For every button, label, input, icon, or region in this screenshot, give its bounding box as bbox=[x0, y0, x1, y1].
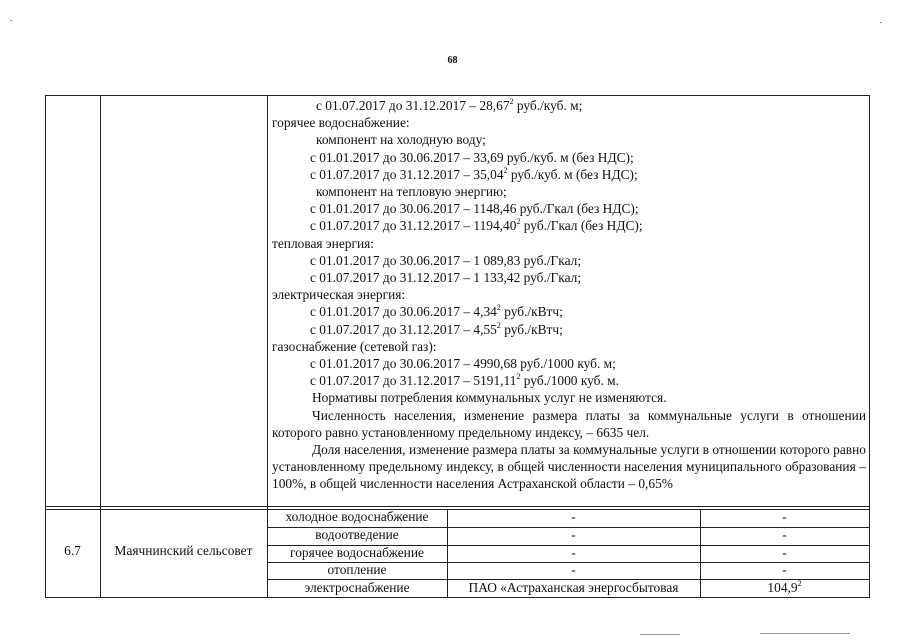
footnote-mark: 2 bbox=[503, 165, 508, 175]
tariff-line: с 01.01.2017 до 30.06.2017 – 4,34$^2$ руб./кВтч; bbox=[310, 303, 563, 320]
service-index: - bbox=[782, 527, 787, 542]
tariff-line: газоснабжение (сетевой газ): bbox=[272, 338, 437, 354]
tariff-line: компонент на тепловую энергию; bbox=[316, 184, 507, 200]
footnote-mark: 2 bbox=[496, 320, 501, 330]
index-value: 104,9 bbox=[767, 580, 798, 595]
footnote-mark: 2 bbox=[496, 303, 501, 313]
index-footnote-mark: 2 bbox=[797, 579, 802, 588]
service-name: электроснабжение bbox=[304, 580, 410, 595]
service-name: горячее водоснабжение bbox=[290, 545, 424, 560]
tariff-line: тепловая энергия: bbox=[272, 235, 375, 251]
footnote-mark: 2 bbox=[516, 372, 521, 382]
service-name: отопление bbox=[327, 562, 387, 577]
service-provider: - bbox=[571, 509, 576, 524]
scan-artifact bbox=[10, 20, 12, 21]
tariff-line: с 01.07.2017 до 31.12.2017 – 28,67$^2$ руб./куб. м; bbox=[316, 97, 583, 113]
scan-artifact bbox=[880, 22, 882, 23]
tariff-line: с 01.07.2017 до 31.12.2017 – 4,55$^2$ руб./кВтч; bbox=[310, 320, 563, 337]
service-index: - bbox=[782, 562, 787, 577]
tariff-line: с 01.07.2017 до 31.12.2017 – 35,04$^2$ руб./куб. м (без НДС); bbox=[310, 165, 638, 182]
row-number: 6.7 bbox=[64, 543, 81, 558]
footnote-mark: 2 bbox=[516, 217, 521, 227]
scan-artifact bbox=[760, 633, 850, 634]
footnote-mark: 2 bbox=[509, 97, 514, 106]
service-provider: - bbox=[571, 562, 576, 577]
table-border-left bbox=[45, 95, 46, 598]
tariff-line: с 01.01.2017 до 30.06.2017 – 1148,46 руб./Гкал (без НДС); bbox=[310, 201, 639, 217]
tariff-line: с 01.07.2017 до 31.12.2017 – 1194,40$^2$ руб./Гкал (без НДС); bbox=[310, 217, 643, 234]
service-index bbox=[700, 579, 869, 597]
paragraph-population-count: Численность населения, изменение размера платы за коммунальные услуги в отношении которого равно установленному предельному индексу, – 6635 чел. bbox=[272, 407, 866, 440]
table-border-right bbox=[869, 95, 870, 598]
tariff-line: с 01.07.2017 до 31.12.2017 – 5191,11$^2$ руб./1000 куб. м. bbox=[310, 372, 619, 389]
row-divider bbox=[45, 506, 870, 507]
tariff-line: с 01.01.2017 до 30.06.2017 – 1 089,83 руб./Гкал; bbox=[310, 252, 582, 268]
paragraph-population-share: Доля населения, изменение размера платы за коммунальные услуги в отношении которого равно установленному предельному индексу, в общей численности населения муниципального образования – 100%, в общей численности населения Астраханской области – 0,65% bbox=[272, 442, 866, 492]
column-divider-number bbox=[100, 95, 101, 598]
tariff-line: с 01.01.2017 до 30.06.2017 – 33,69 руб./куб. м (без НДС); bbox=[310, 149, 634, 165]
paragraph-normatives: Нормативы потребления коммунальных услуг не изменяются. bbox=[312, 390, 667, 406]
service-name: водоотведение bbox=[315, 527, 399, 542]
service-index: - bbox=[782, 545, 787, 560]
tariff-line: горячее водоснабжение: bbox=[272, 115, 410, 131]
service-name: холодное водоснабжение bbox=[285, 509, 429, 524]
tariff-line: электрическая энергия: bbox=[272, 287, 406, 303]
tariff-line: компонент на холодную воду; bbox=[316, 132, 486, 148]
tariff-line: с 01.01.2017 до 30.06.2017 – 4990,68 руб./1000 куб. м; bbox=[310, 356, 616, 372]
table-border-top bbox=[45, 95, 870, 96]
table-border-bottom bbox=[45, 597, 870, 598]
service-provider: ПАО «Астраханская энергосбытовая bbox=[468, 580, 679, 595]
municipality-name: Маячнинский сельсовет bbox=[114, 543, 253, 558]
service-index: - bbox=[782, 509, 787, 524]
page-number: 68 bbox=[447, 55, 458, 66]
tariff-line: с 01.07.2017 до 31.12.2017 – 1 133,42 руб./Гкал; bbox=[310, 270, 582, 286]
service-provider: - bbox=[571, 527, 576, 542]
scan-artifact bbox=[640, 634, 680, 635]
service-provider: - bbox=[571, 545, 576, 560]
tariff-description bbox=[272, 97, 866, 493]
